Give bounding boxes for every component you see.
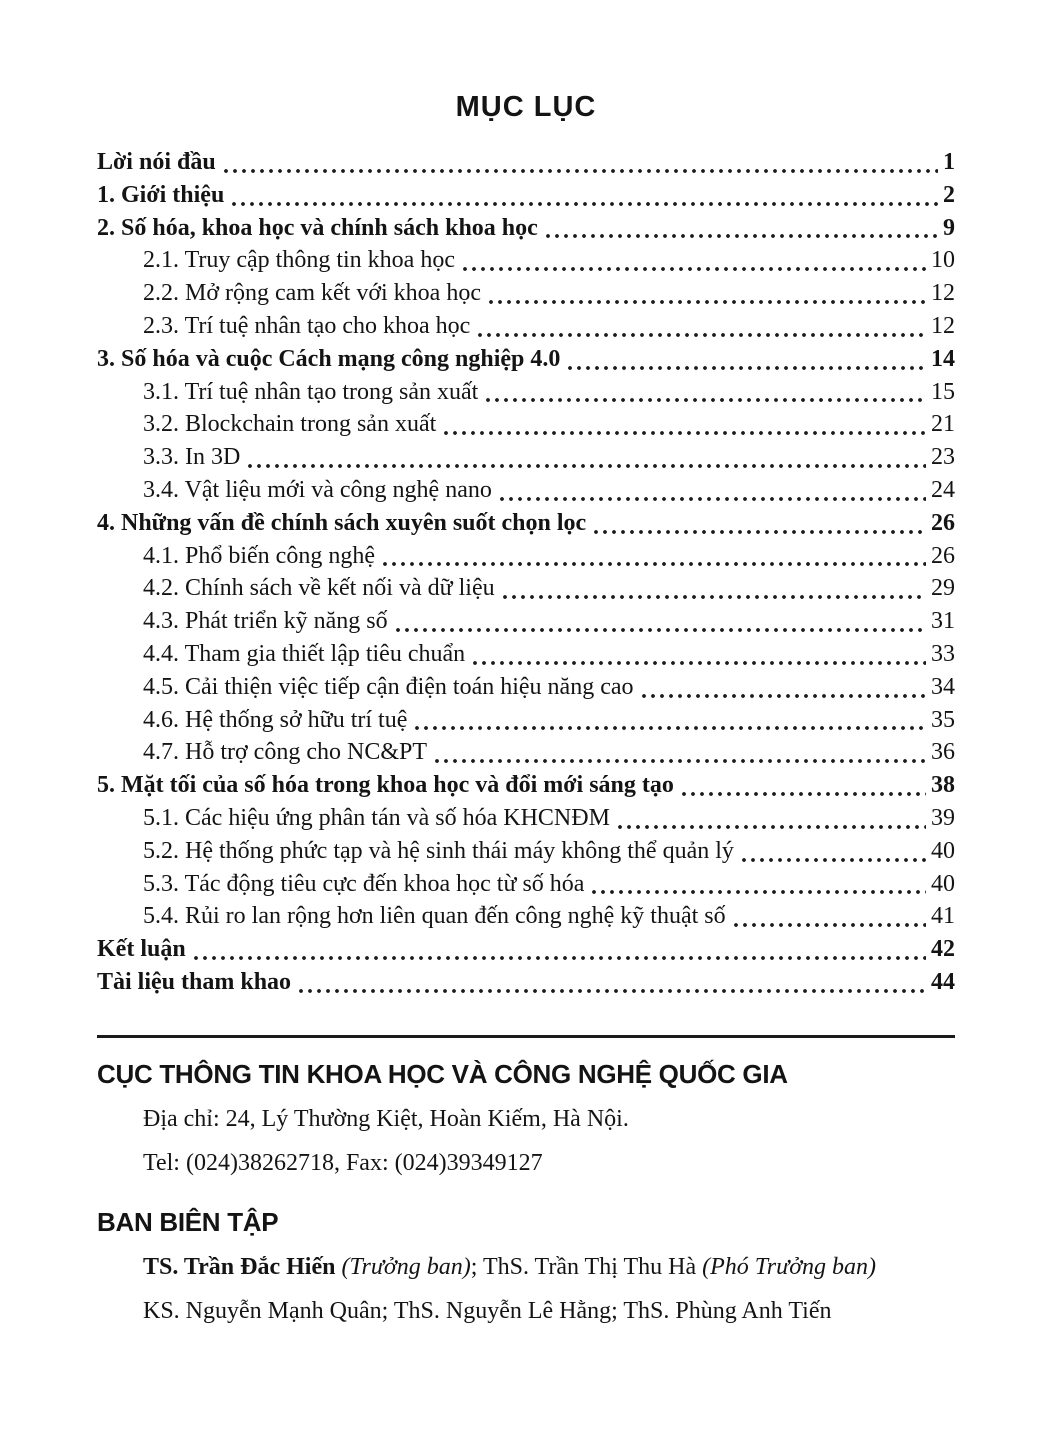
- toc-entry-page-number: 14: [931, 345, 955, 372]
- toc-entry-page-number: 39: [931, 804, 955, 831]
- dot-leader: [618, 825, 926, 829]
- org-address: Địa chỉ: 24, Lý Thường Kiệt, Hoàn Kiếm, Hà Nội.: [143, 1105, 629, 1132]
- publisher-section: [97, 1058, 955, 1178]
- dot-leader: [546, 234, 938, 238]
- toc-entry-label: 4.3. Phát triển kỹ năng số: [143, 608, 388, 635]
- toc-entry-page-number: 35: [931, 706, 955, 733]
- toc-entry-page-number: 36: [931, 739, 955, 766]
- toc-entry: [97, 310, 955, 343]
- dot-leader: [489, 300, 926, 304]
- toc-entry-page-number: 41: [931, 903, 955, 930]
- toc-entry-label: 4.1. Phổ biến công nghệ: [143, 542, 375, 569]
- dot-leader: [642, 694, 927, 698]
- toc-entry: [97, 212, 955, 245]
- toc-entry-label: 4.5. Cải thiện việc tiếp cận điện toán hiệu năng cao: [143, 673, 634, 700]
- toc-entry-page-number: 12: [931, 312, 955, 339]
- toc-entry-page-number: 1: [943, 149, 955, 175]
- toc-entry-page-number: 34: [931, 673, 955, 700]
- toc-entry: [97, 179, 955, 212]
- dot-leader: [415, 726, 926, 730]
- toc-entry: [97, 769, 955, 802]
- editorial-board-members-line: KS. Nguyễn Mạnh Quân; ThS. Nguyễn Lê Hằng; ThS. Phùng Anh Tiến: [143, 1297, 832, 1324]
- toc-entry: [97, 900, 955, 933]
- org-tel-fax: Tel: (024)38262718, Fax: (024)39349127: [143, 1149, 543, 1176]
- toc-entry-label: 4.6. Hệ thống sở hữu trí tuệ: [143, 706, 408, 733]
- toc-entry-page-number: 21: [931, 411, 955, 438]
- toc-entry-page-number: 38: [931, 772, 955, 799]
- dot-leader: [383, 562, 926, 566]
- toc-entry-page-number: 40: [931, 837, 955, 864]
- toc-entry-label: 2.1. Truy cập thông tin khoa học: [143, 247, 455, 274]
- toc-entry-label: 5.1. Các hiệu ứng phân tán và số hóa KHCNĐM: [143, 804, 610, 831]
- toc-entry-page-number: 15: [931, 378, 955, 405]
- toc-entry: [97, 966, 955, 999]
- toc-entry: [97, 638, 955, 671]
- toc-list: [97, 146, 955, 999]
- toc-entry: [97, 441, 955, 474]
- toc-entry-label: 2. Số hóa, khoa học và chính sách khoa học: [97, 214, 538, 241]
- dot-leader: [396, 628, 926, 632]
- toc-entry-page-number: 42: [931, 936, 955, 963]
- dot-leader: [248, 464, 926, 468]
- toc-entry: [97, 277, 955, 310]
- toc-entry-label: Tài liệu tham khao: [97, 968, 292, 995]
- toc-entry-label: 5.4. Rủi ro lan rộng hơn liên quan đến công nghệ kỹ thuật số: [143, 903, 726, 930]
- toc-entry-label: 4.2. Chính sách về kết nối và dữ liệu: [143, 575, 495, 602]
- dot-leader: [594, 530, 926, 534]
- dot-leader: [682, 792, 926, 796]
- dot-leader: [734, 923, 926, 927]
- dot-leader: [224, 169, 938, 173]
- toc-entry-page-number: 40: [931, 870, 955, 897]
- toc-entry: [97, 572, 955, 605]
- org-name: CỤC THÔNG TIN KHOA HỌC VÀ CÔNG NGHỆ QUỐC GIA: [97, 1058, 788, 1089]
- toc-entry-label: Kết luận: [97, 936, 186, 963]
- toc-entry-label: 4.7. Hỗ trợ công cho NC&PT: [143, 739, 428, 766]
- toc-entry: [97, 671, 955, 704]
- dot-leader: [500, 497, 926, 501]
- toc-entry: [97, 244, 955, 277]
- toc-entry-label: 2.3. Trí tuệ nhân tạo cho khoa học: [143, 312, 471, 339]
- dot-leader: [503, 595, 926, 599]
- toc-entry-page-number: 44: [931, 968, 955, 995]
- toc-entry-page-number: 23: [931, 444, 955, 471]
- toc-entry-label: 4.4. Tham gia thiết lập tiêu chuẩn: [143, 640, 466, 667]
- toc-entry: [97, 933, 955, 966]
- toc-entry: [97, 868, 955, 901]
- toc-entry: [97, 605, 955, 638]
- editorial-board-section: [97, 1206, 955, 1326]
- toc-entry-label: 5. Mặt tối của số hóa trong khoa học và đổi mới sáng tạo: [97, 772, 674, 799]
- toc-entry-label: 4. Những vấn đề chính sách xuyên suốt chọn lọc: [97, 509, 587, 536]
- toc-entry-label: 1. Giới thiệu: [97, 181, 225, 208]
- toc-entry-label: 3. Số hóa và cuộc Cách mạng công nghiệp 4.0: [97, 345, 561, 372]
- board-leaders-segment: (Phó Trưởng ban): [702, 1253, 876, 1280]
- dot-leader: [299, 989, 926, 993]
- toc-entry-page-number: 26: [931, 509, 955, 536]
- separator-line: [97, 1035, 955, 1038]
- dot-leader: [473, 661, 926, 665]
- toc-entry-page-number: 10: [931, 247, 955, 274]
- toc-entry-page-number: 2: [943, 181, 955, 208]
- toc-entry-label: 3.3. In 3D: [143, 444, 241, 471]
- toc-entry: [97, 474, 955, 507]
- dot-leader: [742, 858, 926, 862]
- toc-entry-label: 3.1. Trí tuệ nhân tạo trong sản xuất: [143, 378, 479, 405]
- dot-leader: [592, 890, 926, 894]
- toc-entry: [97, 376, 955, 409]
- toc-entry-page-number: 24: [931, 476, 955, 503]
- toc-entry: [97, 507, 955, 540]
- toc-entry-page-number: 33: [931, 640, 955, 667]
- dot-leader: [232, 202, 938, 206]
- toc-entry: [97, 802, 955, 835]
- board-leaders-segment: TS. Trần Đắc Hiến: [143, 1253, 342, 1280]
- toc-entry-page-number: 29: [931, 575, 955, 602]
- dot-leader: [486, 398, 926, 402]
- board-leaders-segment: (Trưởng ban): [341, 1253, 471, 1280]
- toc-entry-label: 3.4. Vật liệu mới và công nghệ nano: [143, 476, 492, 503]
- toc-entry: [97, 835, 955, 868]
- dot-leader: [444, 431, 926, 435]
- dot-leader: [463, 267, 926, 271]
- toc-entry-label: Lời nói đầu: [97, 149, 216, 175]
- toc-entry: [97, 540, 955, 573]
- toc-entry-label: 2.2. Mở rộng cam kết với khoa học: [143, 280, 481, 307]
- toc-entry-label: 5.3. Tác động tiêu cực đến khoa học từ số hóa: [143, 870, 585, 897]
- board-leaders-segment: ; ThS. Trần Thị Thu Hà: [470, 1253, 703, 1280]
- dot-leader: [435, 759, 926, 763]
- toc-entry-page-number: 31: [931, 608, 955, 635]
- toc-entry-page-number: 9: [943, 214, 955, 241]
- toc-entry: [97, 408, 955, 441]
- toc-entry: [97, 343, 955, 376]
- dot-leader: [568, 366, 926, 370]
- toc-entry: [97, 146, 955, 179]
- dot-leader: [478, 333, 926, 337]
- editorial-board-heading: BAN BIÊN TẬP: [97, 1206, 279, 1237]
- editorial-board-leaders-line: [97, 1252, 955, 1282]
- toc-entry-label: 5.2. Hệ thống phức tạp và hệ sinh thái máy không thể quản lý: [143, 837, 734, 864]
- toc-entry: [97, 736, 955, 769]
- toc-entry-page-number: 26: [931, 542, 955, 569]
- toc-entry: [97, 704, 955, 737]
- dot-leader: [194, 956, 926, 960]
- page-title: MỤC LỤC: [455, 91, 597, 123]
- toc-entry-label: 3.2. Blockchain trong sản xuất: [143, 411, 437, 438]
- toc-entry-page-number: 12: [931, 280, 955, 307]
